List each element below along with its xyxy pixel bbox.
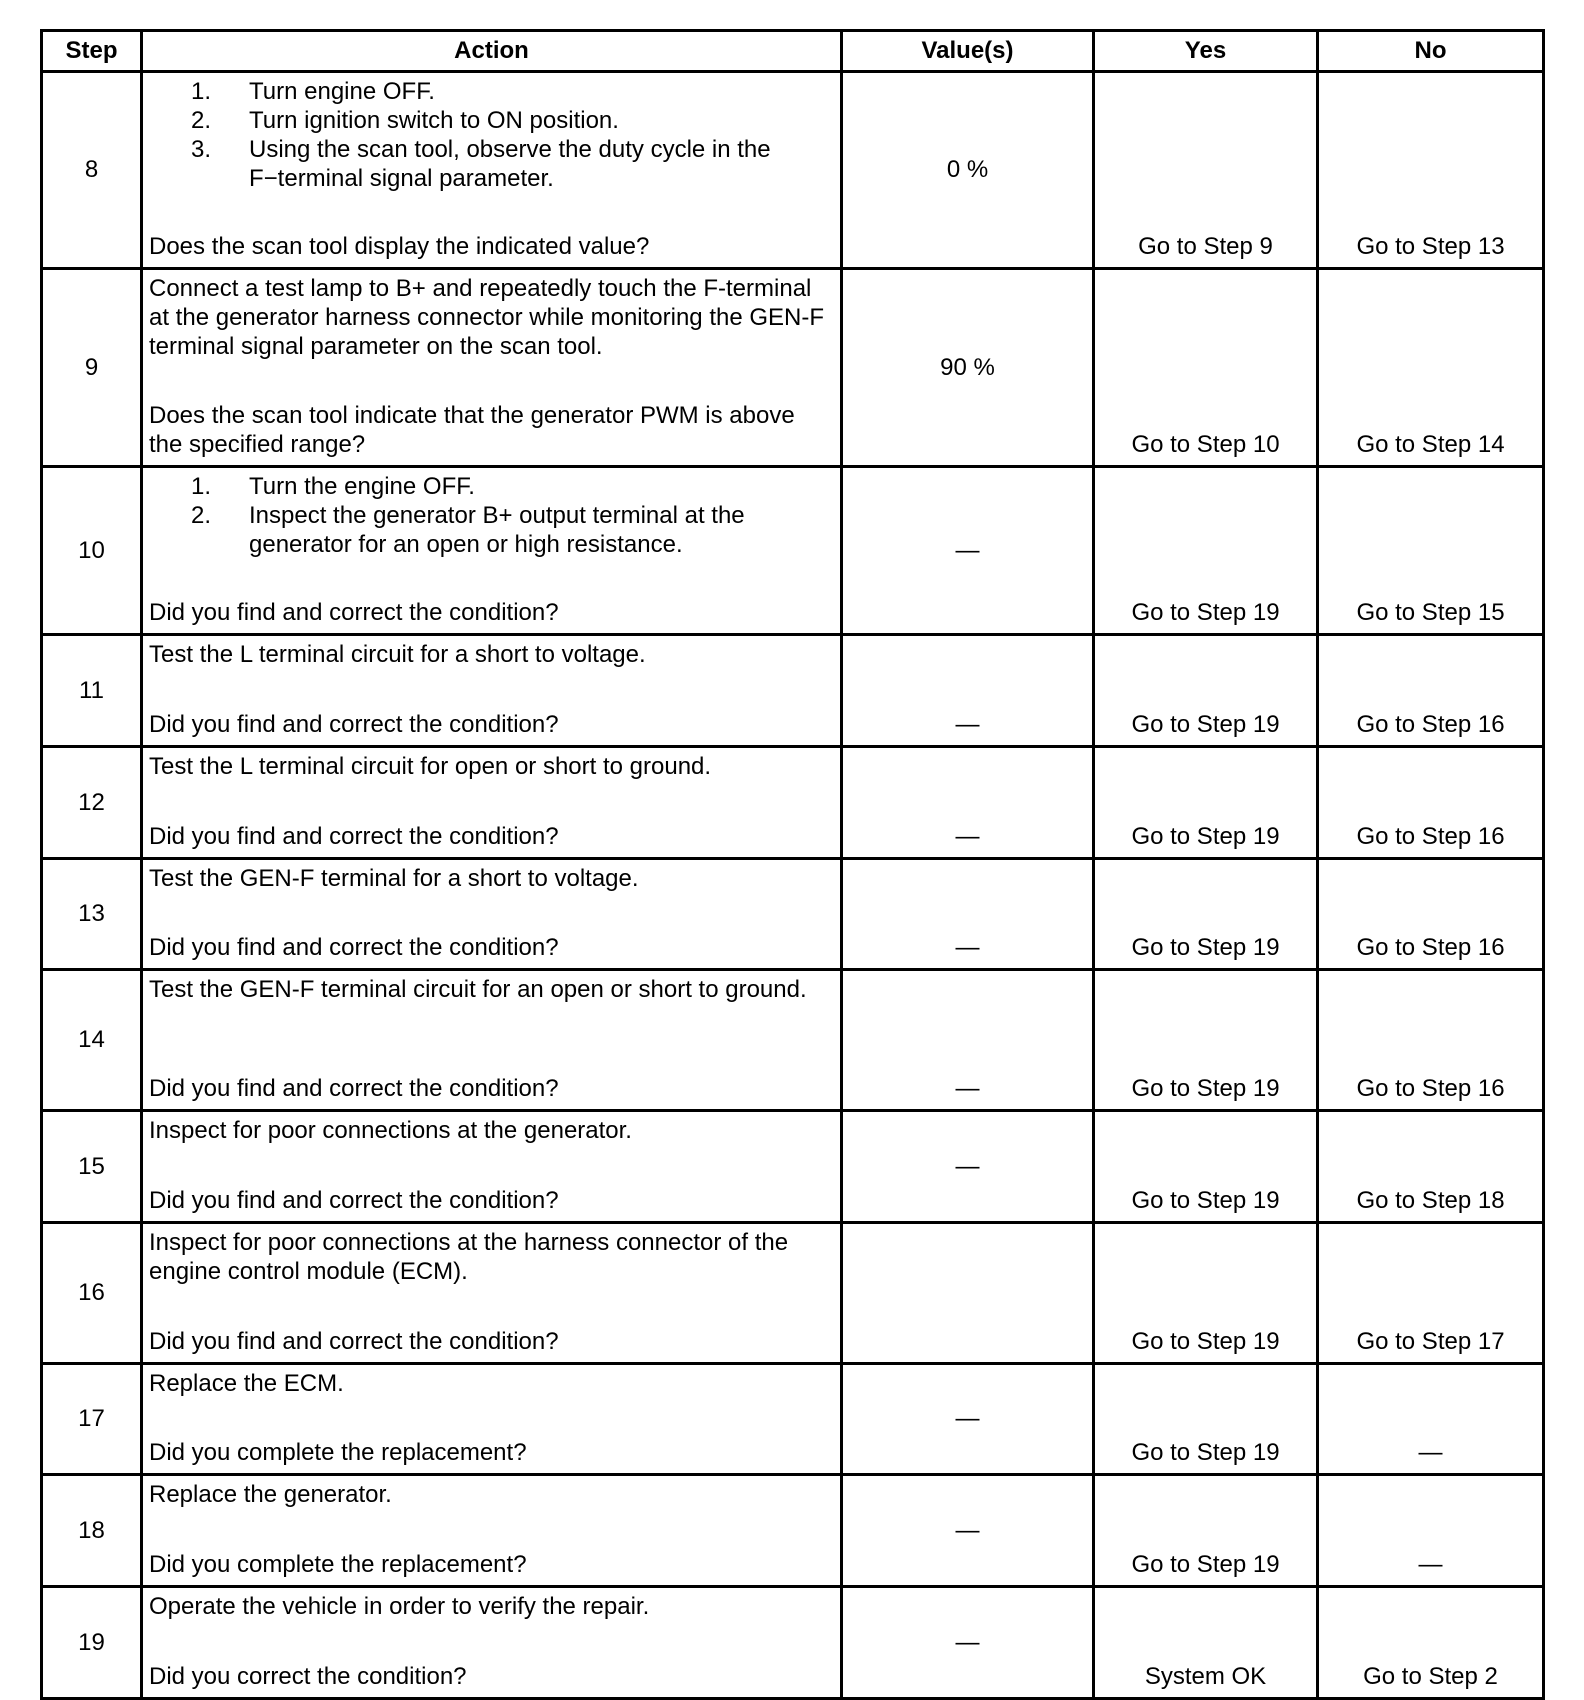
step-number: 18	[42, 1475, 142, 1587]
action-cell	[142, 269, 842, 467]
step-number: 13	[42, 859, 142, 970]
action-question: Did you find and correct the condition?	[149, 599, 559, 626]
no-cell: Go to Step 17	[1318, 1223, 1544, 1364]
table-row	[42, 970, 1544, 1111]
action-instructions	[149, 77, 834, 193]
no-cell: Go to Step 14	[1318, 269, 1544, 467]
header-step: Step	[42, 31, 142, 72]
action-cell	[142, 1364, 842, 1475]
action-instructions	[149, 1369, 834, 1398]
value-cell: —	[842, 970, 1094, 1111]
yes-cell: Go to Step 19	[1094, 859, 1318, 970]
action-question: Did you complete the replacement?	[149, 1439, 527, 1466]
step-number: 15	[42, 1111, 142, 1223]
action-cell	[142, 970, 842, 1111]
step-number: 14	[42, 970, 142, 1111]
action-question: Did you find and correct the condition?	[149, 1328, 559, 1355]
action-content	[149, 274, 834, 459]
action-text: Inspect for poor connections at the harness connector of the engine control module (ECM).	[149, 1229, 789, 1285]
table-row	[42, 859, 1544, 970]
action-instructions	[149, 1592, 834, 1621]
action-content	[149, 752, 834, 851]
action-question: Did you complete the replacement?	[149, 1551, 527, 1578]
action-cell	[142, 72, 842, 269]
action-cell	[142, 859, 842, 970]
yes-cell: Go to Step 19	[1094, 1475, 1318, 1587]
action-cell	[142, 1475, 842, 1587]
diagnostic-table	[40, 29, 1545, 1700]
yes-cell: Go to Step 19	[1094, 747, 1318, 859]
value-cell: —	[842, 1475, 1094, 1587]
yes-cell: System OK	[1094, 1587, 1318, 1699]
table-row	[42, 72, 1544, 269]
action-list-item	[241, 472, 834, 501]
action-instructions	[149, 1228, 834, 1286]
action-instructions	[149, 640, 834, 669]
action-instructions	[149, 864, 834, 893]
action-instructions	[149, 1480, 834, 1509]
action-list-item	[241, 77, 834, 106]
action-content	[149, 640, 834, 739]
no-cell: Go to Step 18	[1318, 1111, 1544, 1223]
action-list-item	[241, 106, 834, 135]
action-cell	[142, 1587, 842, 1699]
header-row	[42, 31, 1544, 72]
step-number: 17	[42, 1364, 142, 1475]
table-row	[42, 1475, 1544, 1587]
action-text: Test the GEN-F terminal for a short to voltage.	[149, 865, 639, 892]
header-action: Action	[142, 31, 842, 72]
action-cell	[142, 747, 842, 859]
action-question: Did you correct the condition?	[149, 1663, 467, 1690]
step-number: 16	[42, 1223, 142, 1364]
action-question: Did you find and correct the condition?	[149, 711, 559, 738]
action-text: Replace the ECM.	[149, 1370, 344, 1397]
table-row	[42, 1364, 1544, 1475]
value-cell: —	[842, 1364, 1094, 1475]
action-list-item-text: Inspect the generator B+ output terminal at the generator for an open or high resistance.	[249, 502, 745, 558]
header-no: No	[1318, 31, 1544, 72]
no-cell: —	[1318, 1364, 1544, 1475]
action-cell	[142, 1111, 842, 1223]
action-question: Did you find and correct the condition?	[149, 1075, 559, 1102]
table-row	[42, 747, 1544, 859]
step-number: 11	[42, 635, 142, 747]
action-list-item	[241, 135, 834, 193]
table-row	[42, 269, 1544, 467]
no-cell: Go to Step 2	[1318, 1587, 1544, 1699]
no-cell: Go to Step 16	[1318, 747, 1544, 859]
action-list	[149, 472, 834, 559]
table-row	[42, 635, 1544, 747]
table-row	[42, 1223, 1544, 1364]
no-cell: Go to Step 16	[1318, 635, 1544, 747]
action-content	[149, 1480, 834, 1579]
action-instructions	[149, 1116, 834, 1145]
no-cell: —	[1318, 1475, 1544, 1587]
table-row	[42, 467, 1544, 635]
step-number: 9	[42, 269, 142, 467]
yes-cell: Go to Step 19	[1094, 467, 1318, 635]
yes-cell: Go to Step 9	[1094, 72, 1318, 269]
no-cell: Go to Step 13	[1318, 72, 1544, 269]
value-cell: 90 %	[842, 269, 1094, 467]
action-list-item-text: Turn engine OFF.	[249, 78, 435, 105]
value-cell: 0 %	[842, 72, 1094, 269]
action-list-item	[241, 501, 834, 559]
action-question: Did you find and correct the condition?	[149, 1187, 559, 1214]
action-content	[149, 1228, 834, 1356]
action-content	[149, 975, 834, 1103]
value-cell: —	[842, 1111, 1094, 1223]
table-body	[42, 72, 1544, 1699]
action-instructions	[149, 274, 834, 361]
action-list-item-text: Turn ignition switch to ON position.	[249, 107, 619, 134]
table-row	[42, 1111, 1544, 1223]
action-content	[149, 472, 834, 627]
value-cell: —	[842, 467, 1094, 635]
value-cell	[842, 1223, 1094, 1364]
action-content	[149, 1592, 834, 1691]
table-row	[42, 1587, 1544, 1699]
no-cell: Go to Step 16	[1318, 970, 1544, 1111]
action-cell	[142, 467, 842, 635]
header-yes: Yes	[1094, 31, 1318, 72]
action-text: Test the GEN-F terminal circuit for an open or short to ground.	[149, 976, 807, 1003]
action-list-item-text: Turn the engine OFF.	[249, 473, 475, 500]
action-text: Test the L terminal circuit for a short to voltage.	[149, 641, 646, 668]
action-text: Connect a test lamp to B+ and repeatedly touch the F-terminal at the generator harness connector while monitoring the GEN-F terminal signal parameter on the scan tool.	[149, 275, 825, 360]
action-text: Replace the generator.	[149, 1481, 392, 1508]
step-number: 8	[42, 72, 142, 269]
action-content	[149, 77, 834, 261]
step-number: 12	[42, 747, 142, 859]
yes-cell: Go to Step 19	[1094, 635, 1318, 747]
yes-cell: Go to Step 19	[1094, 1223, 1318, 1364]
value-cell: —	[842, 747, 1094, 859]
action-content	[149, 1116, 834, 1215]
yes-cell: Go to Step 19	[1094, 1364, 1318, 1475]
action-list-item-text: Using the scan tool, observe the duty cycle in the F−terminal signal parameter.	[249, 136, 771, 192]
step-number: 19	[42, 1587, 142, 1699]
value-cell: —	[842, 859, 1094, 970]
action-content	[149, 1369, 834, 1467]
yes-cell: Go to Step 19	[1094, 970, 1318, 1111]
value-cell: —	[842, 635, 1094, 747]
yes-cell: Go to Step 10	[1094, 269, 1318, 467]
action-content	[149, 864, 834, 962]
yes-cell: Go to Step 19	[1094, 1111, 1318, 1223]
action-instructions	[149, 975, 834, 1004]
action-question: Does the scan tool display the indicated value?	[149, 233, 650, 260]
step-number: 10	[42, 467, 142, 635]
no-cell: Go to Step 16	[1318, 859, 1544, 970]
action-question: Did you find and correct the condition?	[149, 823, 559, 850]
no-cell: Go to Step 15	[1318, 467, 1544, 635]
action-instructions	[149, 472, 834, 559]
action-instructions	[149, 752, 834, 781]
action-text: Inspect for poor connections at the generator.	[149, 1117, 632, 1144]
action-question: Does the scan tool indicate that the generator PWM is above the specified range?	[149, 402, 795, 458]
action-question: Did you find and correct the condition?	[149, 934, 559, 961]
header-values: Value(s)	[842, 31, 1094, 72]
value-cell: —	[842, 1587, 1094, 1699]
action-cell	[142, 1223, 842, 1364]
action-cell	[142, 635, 842, 747]
action-text: Test the L terminal circuit for open or short to ground.	[149, 753, 712, 780]
action-list	[149, 77, 834, 193]
action-text: Operate the vehicle in order to verify the repair.	[149, 1593, 650, 1620]
